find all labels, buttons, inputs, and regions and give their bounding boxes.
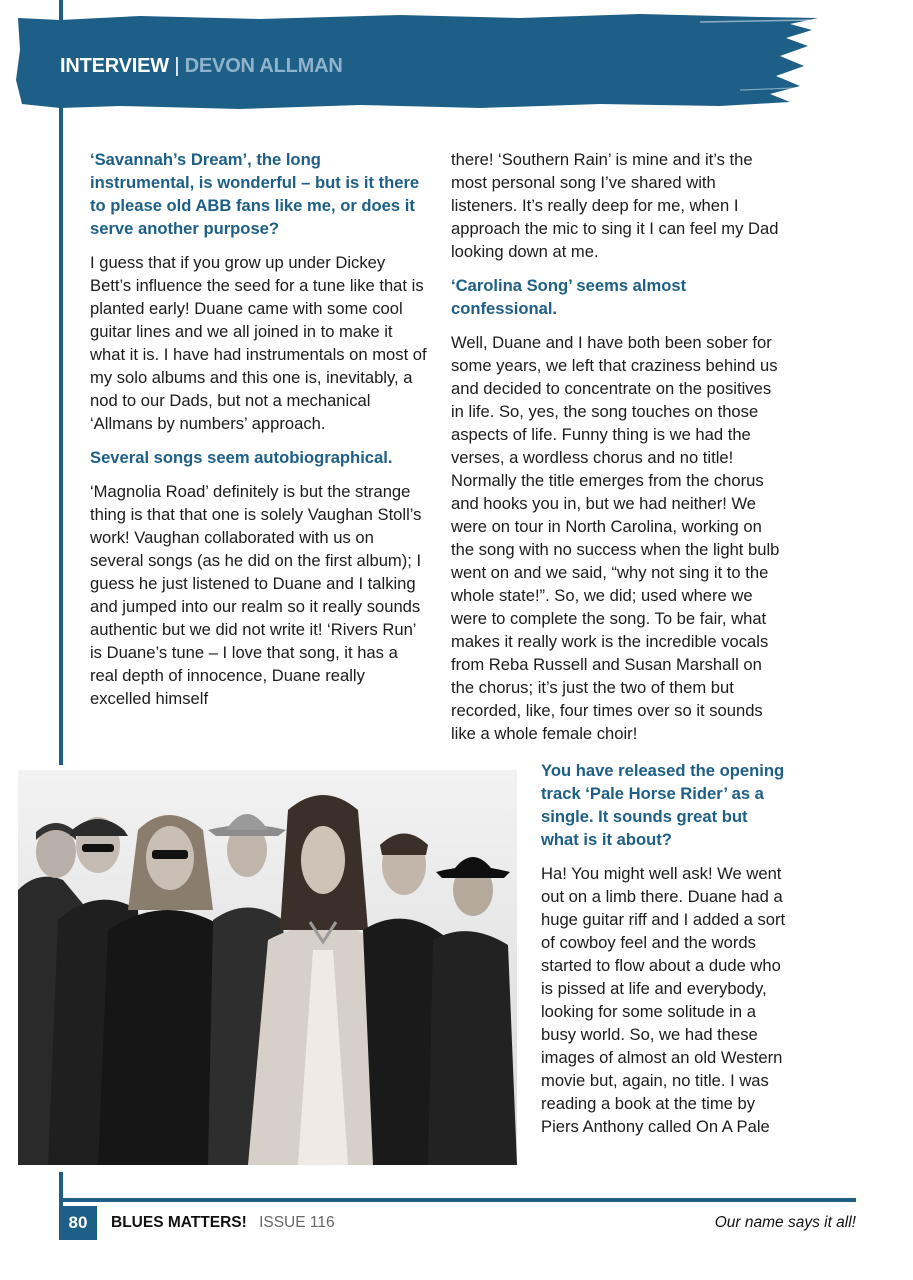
magazine-credit <box>111 1214 335 1232</box>
interview-answer: Well, Duane and I have both been sober for some years, we left that craziness behind us and decided to concentrate on the positives in life. So, yes, the song touches on those aspects of life. Funny thing is we had the verses, a wordless chorus and no title! Normally the title emerges from the chorus and hooks you in, but we had neither! We were on tour in North Carolina, working on the song with no success when the light bulb went on and we said, “why not sing it to the whole state!”. So, we did; used where we were to complete the song. To be fair, what makes it really work is the incredible vocals from Reba Russell and Susan Marshall on the chorus; it’s just the two of them but recorded, like, four times over so it sounds like a whole female choir! <box>451 333 780 743</box>
section-label: INTERVIEW <box>60 55 169 77</box>
band-photo <box>18 770 517 1165</box>
section-heading <box>60 55 343 78</box>
article-column-1 <box>90 148 428 721</box>
interview-question: ‘Savannah’s Dream’, the long instrumental, is wonderful – but is it there to please old ABB fans like me, or does it serve another purpose? <box>90 150 420 238</box>
footer-rule <box>59 1198 856 1202</box>
article-column-3 <box>541 759 786 1149</box>
interview-answer: I guess that if you grow up under Dickey Bett’s influence the seed for a tune like that is planted early! Duane came with some cool guitar lines and we all joined in to make it what it is. I have had instrumentals on most of my solo albums and this one is, inevitably, a nod to our Dads, but not a mechanical ‘Allmans by numbers’ approach. <box>90 253 427 433</box>
interview-answer: ‘Magnolia Road’ definitely is but the strange thing is that that one is solely Vaughan Stoll’s work! Vaughan collaborated with us on several songs (as he did on the first album); I guess he just listened to Duane and I talking and jumped into our realm so it really sounds authentic but we did not write it! ‘Rivers Run’ is Duane’s tune – I love that song, it has a real depth of innocence, Duane really excelled himself <box>90 482 422 708</box>
footer-margin-rule <box>59 1172 63 1208</box>
section-banner <box>0 0 913 130</box>
interview-answer: Ha! You might well ask! We went out on a limb there. Duane had a huge guitar riff and I added a sort of cowboy feel and the words started to flow about a dude who is pissed at life and everybody, looking for some solitude in a busy world. So, we had these images of almost an old Western movie but, again, no title. I was reading a book at the time by Piers Anthony called On A Pale <box>541 864 786 1136</box>
band-photo-illustration <box>18 770 517 1165</box>
magazine-tagline: Our name says it all! <box>714 1214 856 1231</box>
interview-question: You have released the opening track ‘Pale Horse Rider’ as a single. It sounds great but what is it about? <box>541 761 785 849</box>
article-column-2 <box>451 148 786 756</box>
issue-number: ISSUE 116 <box>259 1214 335 1231</box>
interview-question: ‘Carolina Song’ seems almost confessional. <box>451 276 687 318</box>
interview-subject: DEVON ALLMAN <box>184 55 343 77</box>
interview-question: Several songs seem autobiographical. <box>90 448 393 467</box>
heading-separator: | <box>174 55 180 77</box>
magazine-name: BLUES MATTERS! <box>111 1214 247 1231</box>
page-number: 80 <box>59 1206 97 1240</box>
interview-answer: there! ‘Southern Rain’ is mine and it’s the most personal song I’ve shared with listeners. It’s really deep for me, when I approach the mic to sing it I can feel my Dad looking down at me. <box>451 150 779 261</box>
